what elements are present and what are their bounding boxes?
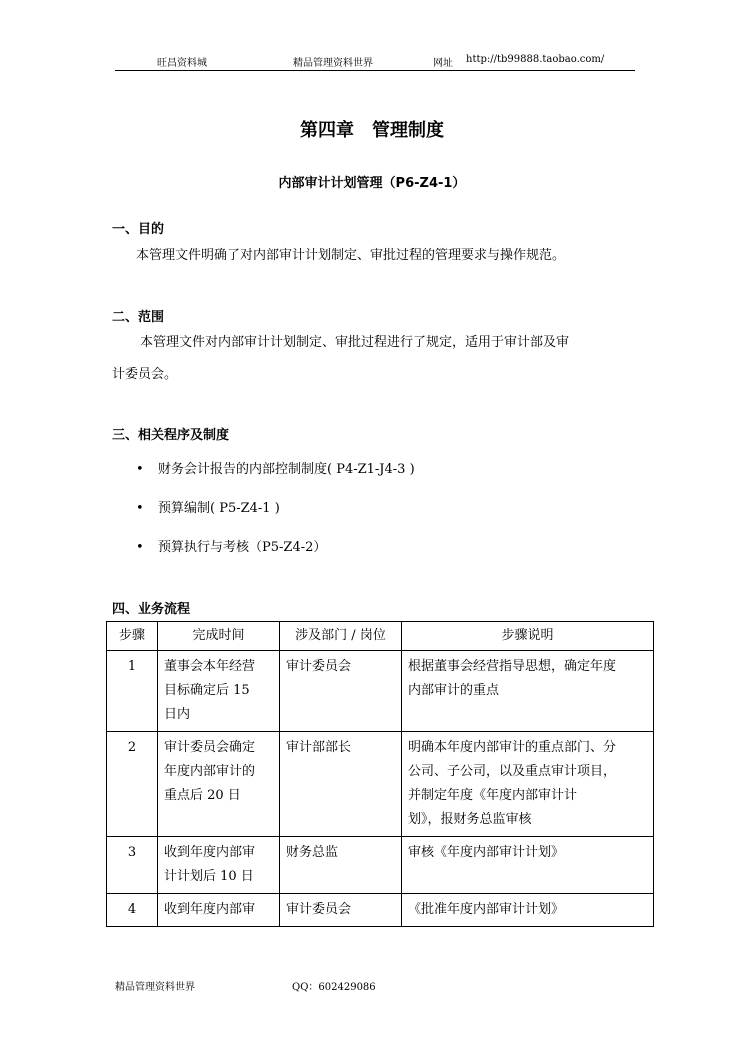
time-cell: 审计委员会确定 年度内部审计的 重点后 20 日 [158,732,280,837]
step-cell: 3 [107,837,158,894]
section-scope-line2: 计委员会。 [112,367,178,382]
time-cell: 收到年度内部审 计计划后 10 日 [158,837,280,894]
section-purpose-heading: 一、目的 [112,222,165,237]
table-header-row [107,622,654,651]
header-url[interactable]: http://tb99888.taobao.com/ [466,54,605,65]
dept-cell: 审计委员会 [280,894,402,927]
section-scope-heading: 二、范围 [112,310,165,325]
table-row [107,732,654,837]
step-cell: 2 [107,732,158,837]
related-item: • 预算编制( P5-Z4-1 ) [136,501,280,516]
footer-site-name: 精品管理资料世界 [115,982,195,993]
desc-cell: 《批准年度内部审计计划》 [402,894,654,927]
dept-cell: 审计部部长 [280,732,402,837]
process-table [106,621,654,927]
header-desc: 步骤说明 [402,622,654,651]
table-row [107,651,654,732]
table-row [107,837,654,894]
header-step: 步骤 [107,622,158,651]
time-cell: 收到年度内部审 [158,894,280,927]
header-url-label: 网址 [433,58,453,69]
section-purpose-text: 本管理文件明确了对内部审计计划制定、审批过程的管理要求与操作规范。 [136,248,566,263]
chapter-title: 第四章 管理制度 [300,120,444,141]
header-dept: 涉及部门 / 岗位 [280,622,402,651]
table-row [107,894,654,927]
section-related-heading: 三、相关程序及制度 [112,428,230,443]
time-cell: 董事会本年经营 目标确定后 15 日内 [158,651,280,732]
bullet-icon: • [136,501,144,516]
dept-cell: 财务总监 [280,837,402,894]
desc-cell: 明确本年度内部审计的重点部门、分 公司、子公司，以及重点审计项目， 并制定年度《年度内部审计计 划》，报财务总监审核 [402,732,654,837]
header-site-name: 精品管理资料世界 [293,58,373,69]
document-subtitle: 内部审计计划管理（P6-Z4-1） [278,176,466,191]
step-cell: 1 [107,651,158,732]
section-process-heading: 四、业务流程 [112,602,191,617]
section-scope-line1: 本管理文件对内部审计计划制定、审批过程进行了规定，适用于审计部及审 [140,335,570,350]
header-time: 完成时间 [158,622,280,651]
dept-cell: 审计委员会 [280,651,402,732]
page-header [115,54,635,71]
related-item: • 财务会计报告的内部控制制度( P4-Z1-J4-3 ) [136,462,415,477]
desc-cell: 根据董事会经营指导思想，确定年度 内部审计的重点 [402,651,654,732]
footer-qq: QQ：602429086 [292,982,376,993]
step-cell: 4 [107,894,158,927]
desc-cell: 审核《年度内部审计计划》 [402,837,654,894]
bullet-icon: • [136,540,144,555]
bullet-icon: • [136,462,144,477]
related-item: • 预算执行与考核（P5-Z4-2） [136,540,327,555]
header-brand: 旺昌资料城 [157,58,207,69]
